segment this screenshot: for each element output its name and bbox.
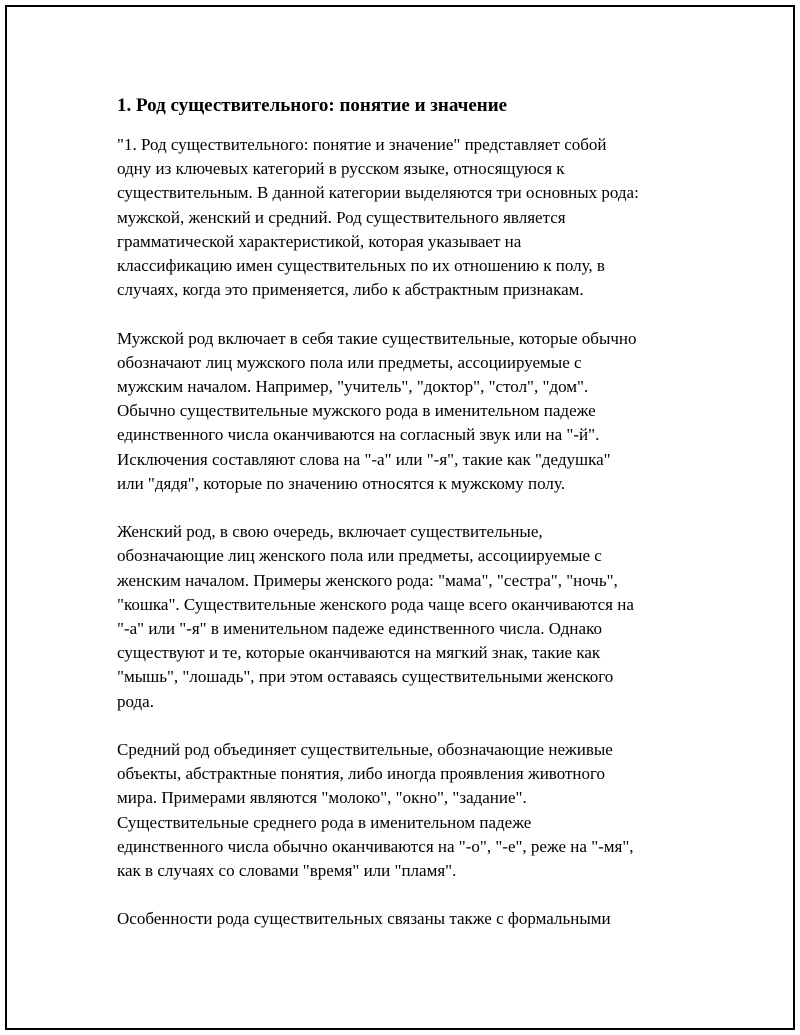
paragraph-feminine <box>117 520 697 714</box>
paragraph-intro <box>117 133 697 302</box>
text-line: случаях, когда это применяется, либо к абстрактным признакам. <box>117 280 584 300</box>
text-line: "мышь", "лошадь", при этом оставаясь существительными женского <box>117 667 614 687</box>
text-line: Средний род объединяет существительные, обозначающие неживые <box>117 740 613 760</box>
paragraph-neuter <box>117 738 697 883</box>
text-line: "кошка". Существительные женского рода чаще всего оканчиваются на <box>117 594 634 614</box>
text-line: мира. Примерами являются "молоко", "окно", "задание". <box>117 788 527 808</box>
text-line: рода. <box>117 691 154 711</box>
text-line: "1. Род существительного: понятие и значение" представляет собой <box>117 135 607 154</box>
text-line: мужской, женский и средний. Род существительного является <box>117 207 566 227</box>
paragraph-masculine <box>117 327 697 496</box>
text-line: единственного числа обычно оканчиваются на "-о", "-е", реже на "-мя", <box>117 836 634 856</box>
text-line: или "дядя", которые по значению относятся к мужскому полу. <box>117 473 565 493</box>
text-line: объекты, абстрактные понятия, либо иногда проявления животного <box>117 764 606 784</box>
text-line: Мужской род включает в себя такие существительные, которые обычно <box>117 328 637 348</box>
text-line: Женский род, в свою очередь, включает существительные, <box>117 522 543 542</box>
text-line: грамматической характеристикой, которая указывает на <box>117 231 522 251</box>
text-line: существуют и те, которые оканчиваются на мягкий знак, такие как <box>117 643 601 663</box>
text-line: Исключения составляют слова на "-а" или "-я", такие как "дедушка" <box>117 449 611 469</box>
section-heading: 1. Род существительного: понятие и значение <box>117 95 508 116</box>
text-line: как в случаях со словами "время" или "пламя". <box>117 861 457 881</box>
text-line: Существительные среднего рода в именительном падеже <box>117 812 532 832</box>
text-line: обозначающие лиц женского пола или предметы, ассоциируемые с <box>117 546 602 566</box>
text-line: классификацию имен существительных по их отношению к полу, в <box>117 256 605 276</box>
text-line: "-а" или "-я" в именительном падеже единственного числа. Однако <box>117 619 602 639</box>
text-line: единственного числа оканчиваются на согласный звук или на "-й". <box>117 425 600 445</box>
text-line: женским началом. Примеры женского рода: "мама", "сестра", "ночь", <box>117 570 618 590</box>
paragraph-features <box>117 907 697 931</box>
text-line: одну из ключевых категорий в русском языке, относящуюся к <box>117 159 565 179</box>
text-line: Особенности рода существительных связаны также с формальными <box>117 909 611 929</box>
text-line: обозначают лиц мужского пола или предметы, ассоциируемые с <box>117 352 582 372</box>
document-body <box>117 94 697 956</box>
text-line: мужским началом. Например, "учитель", "доктор", "стол", "дом". <box>117 377 589 397</box>
text-line: Обычно существительные мужского рода в именительном падеже <box>117 401 596 421</box>
text-line: существительным. В данной категории выделяются три основных рода: <box>117 183 639 203</box>
